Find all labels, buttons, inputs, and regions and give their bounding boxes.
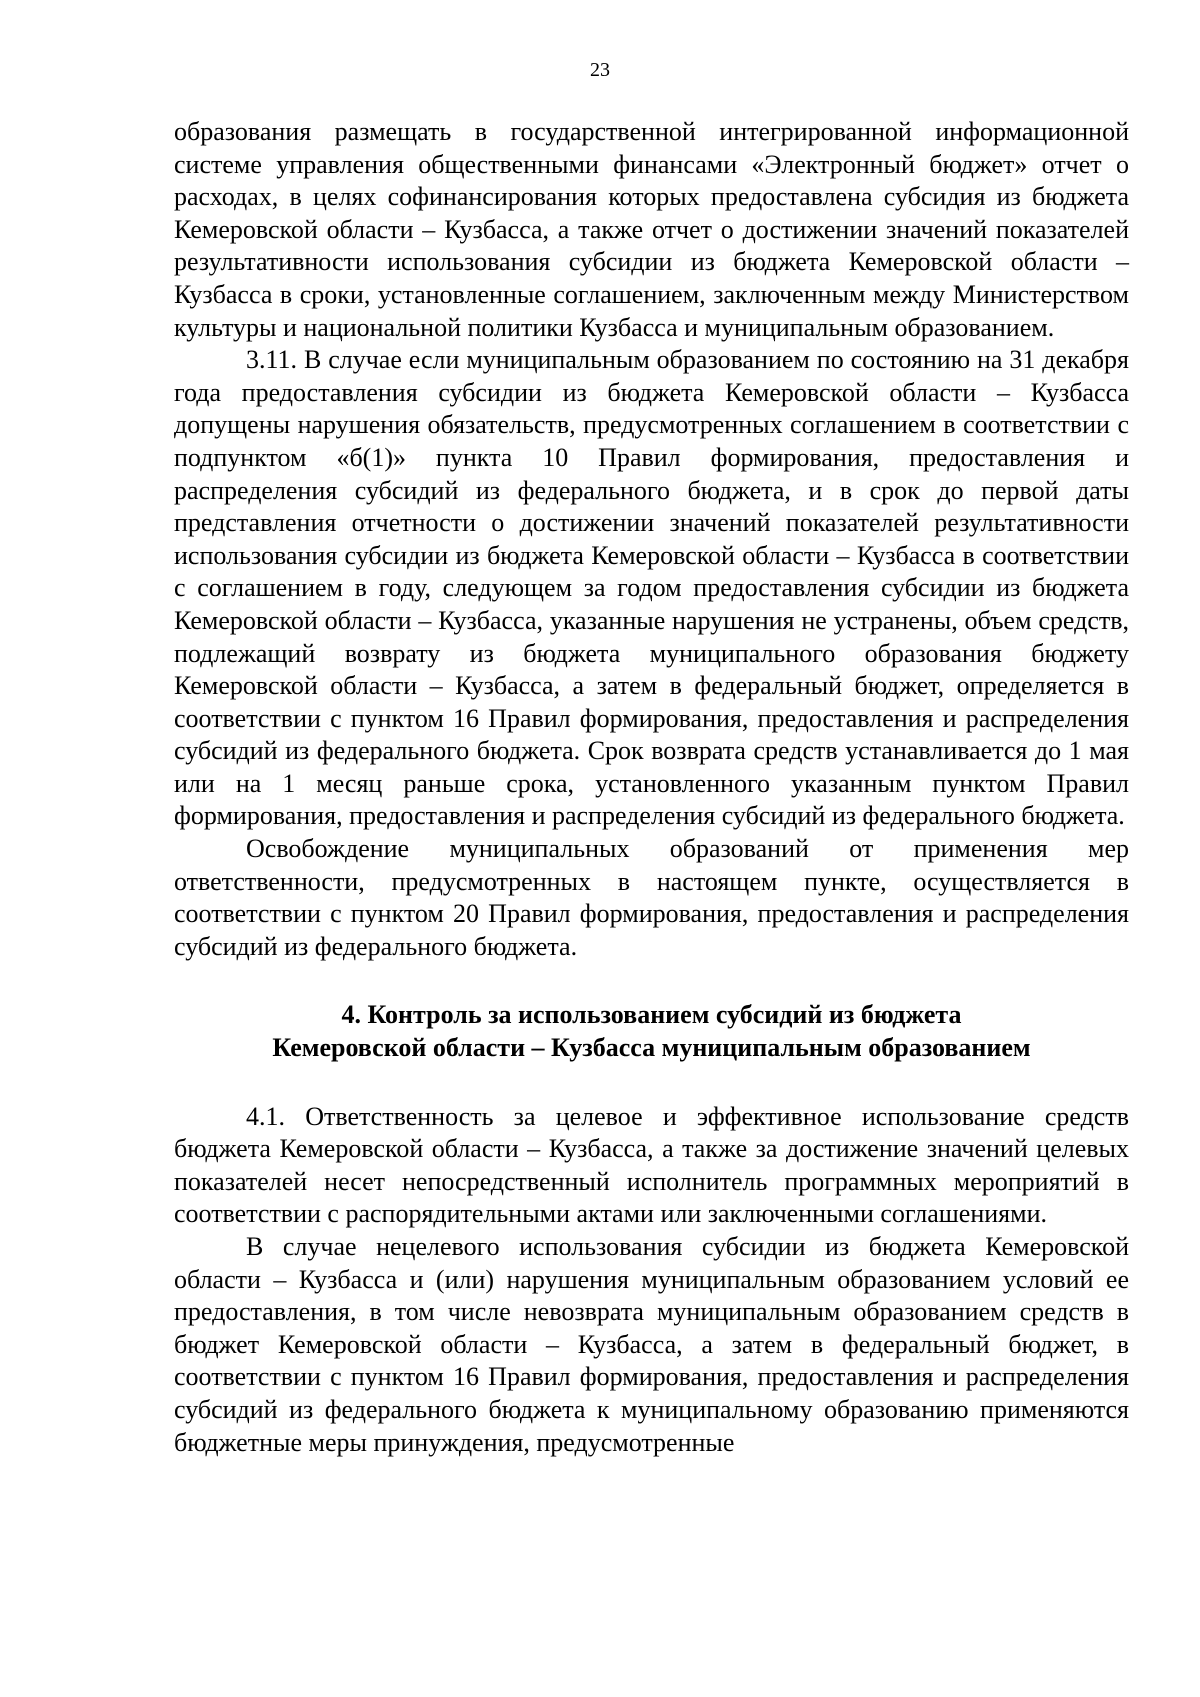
paragraph-misuse: В случае нецелевого использования субсидии из бюджета Кемеровской области – Кузбасса и (или) нарушения муниципальным образованием условий ее предоставления, в том числе невозврата муниципальным образованием средств в бюджет Кемеровской области – Кузбасса, а затем в федеральный бюджет, в соответствии с пунктом 16 Правил формирования, предоставления и распределения субсидий из федерального бюджета к муниципальному образованию применяются бюджетные меры принуждения, предусмотренные	[174, 1232, 1129, 1457]
section-heading-line-2: Кемеровской области – Кузбасса муниципальным образованием	[272, 1033, 1031, 1063]
paragraph-exemption: Освобождение муниципальных образований от применения мер ответственности, предусмотренных в настоящем пункте, осуществляется в соответствии с пунктом 20 Правил формирования, предоставления и распределения субсидий из федерального бюджета.	[174, 834, 1129, 961]
page-number: 23	[590, 59, 610, 81]
paragraph-3-11: 3.11. В случае если муниципальным образованием по состоянию на 31 декабря года предоставления субсидии из бюджета Кемеровской области – Кузбасса допущены нарушения обязательств, предусмотренных соглашением в соответствии с подпунктом «б(1)» пункта 10 Правил формирования, предоставления и распределения субсидий из федерального бюджета, и в срок до первой даты представления отчетности о достижении значений показателей результативности использования субсидии из бюджета Кемеровской области – Кузбасса в соответствии с соглашением в году, следующем за годом предоставления субсидии из бюджета Кемеровской области – Кузбасса, указанные нарушения не устранены, объем средств, подлежащий возврату из бюджета муниципального образования бюджету Кемеровской области – Кузбасса, а затем в федеральный бюджет, определяется в соответствии с пунктом 16 Правил формирования, предоставления и распределения субсидий из федерального бюджета. Срок возврата средств устанавливается до 1 мая или на 1 месяц раньше срока, установленного указанным пунктом Правил формирования, предоставления и распределения субсидий из федерального бюджета.	[174, 345, 1129, 831]
document-body	[174, 116, 1129, 1459]
paragraph-4-1: 4.1. Ответственность за целевое и эффективное использование средств бюджета Кемеровской области – Кузбасса, а также за достижение значений целевых показателей несет непосредственный исполнитель программных мероприятий в соответствии с распорядительными актами или заключенными соглашениями.	[174, 1101, 1129, 1229]
paragraph-continuation: образования размещать в государственной интегрированной информационной системе управления общественными финансами «Электронный бюджет» отчет о расходах, в целях софинансирования которых предоставлена субсидия из бюджета Кемеровской области – Кузбасса, а также отчет о достижении значений показателей результативности использования субсидии из бюджета Кемеровской области – Кузбасса в сроки, установленные соглашением, заключенным между Министерством культуры и национальной политики Кузбасса и муниципальным образованием.	[174, 117, 1129, 342]
section-heading-line-1: 4. Контроль за использованием субсидий из бюджета	[341, 1000, 962, 1030]
section-heading	[174, 999, 1129, 1064]
